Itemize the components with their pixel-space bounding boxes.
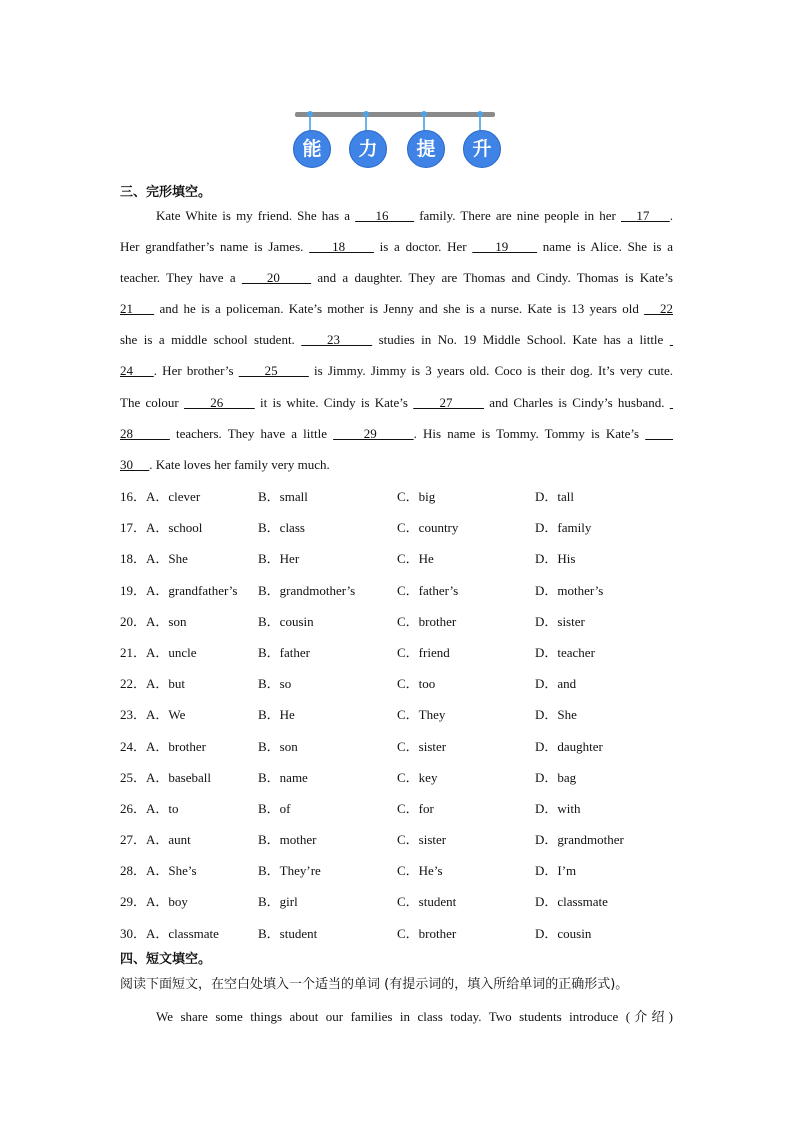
option-a [120, 922, 219, 946]
answer-blank: 25 [238, 363, 309, 379]
question-number: 24． [120, 738, 147, 754]
option-c: C．country [397, 520, 459, 536]
banner-char-3: 提 [407, 130, 445, 168]
option-b: B．son [258, 738, 298, 754]
option-d: D．family [535, 520, 592, 536]
option-a [120, 828, 191, 852]
section3-heading: 三、完形填空。 [120, 185, 212, 200]
answer-blank: 30 [120, 456, 150, 472]
option-c: C．for [397, 800, 434, 816]
option-a [120, 641, 197, 665]
passage-text: is a doctor. Her [373, 239, 473, 255]
banner-bar [295, 112, 495, 117]
passage-text: and Charles is Cindy’s husband. [484, 394, 670, 410]
option-text: A．classmate [146, 925, 219, 941]
option-b: B．small [258, 489, 308, 504]
question-number: 29． [120, 894, 147, 910]
option-d: D．teacher [535, 644, 595, 660]
question-row [120, 828, 680, 859]
question-number: 18． [120, 551, 147, 567]
option-b: B．of [258, 800, 291, 816]
passage-text: . His name is Tommy. Tommy is Kate’s [413, 425, 646, 441]
option-c: C．He’s [397, 863, 443, 879]
option-c: C．They [397, 707, 446, 723]
passage-text: . [669, 208, 674, 223]
option-b: B．mother [258, 832, 317, 848]
answer-blank: 28 [120, 425, 170, 441]
question-row [120, 547, 680, 578]
passage-text: and he is a policeman. Kate’s mother is Jenny and she is a nurse. Kate is 13 years old [154, 301, 645, 317]
option-c: C．father’s [397, 582, 459, 598]
option-c: C．big [397, 489, 436, 504]
passage-text: and a daughter. They are Thomas and Cindy. Thomas is Kate’s [311, 270, 673, 286]
passage-line [120, 359, 673, 390]
passage-line [120, 328, 673, 359]
option-b: B．class [258, 520, 305, 536]
option-a [120, 797, 179, 821]
option-d: D．grandmother [535, 832, 624, 848]
answer-blank [670, 332, 673, 347]
passage-line [120, 453, 673, 484]
option-b: B．Her [258, 551, 300, 567]
question-number: 25． [120, 769, 147, 785]
option-b: B．girl [258, 894, 298, 910]
answer-blank: 29 [333, 425, 414, 441]
option-text: A．uncle [146, 644, 197, 660]
passage-text: it is white. Cindy is Kate’s [254, 394, 414, 410]
question-number: 23． [120, 707, 147, 723]
answer-blank [645, 426, 673, 441]
option-text: A．She’s [146, 863, 197, 879]
option-b: B．He [258, 707, 295, 723]
question-row [120, 641, 680, 672]
option-b: B．grandmother’s [258, 582, 356, 598]
cloze-passage [120, 204, 673, 484]
option-d: D．daughter [535, 738, 603, 754]
section4-passage-line: We share some things about our families in class today. Two students introduce (介绍) [156, 1009, 673, 1024]
option-c: C．key [397, 769, 438, 785]
passage-text: studies in No. 19 Middle School. Kate has a little [372, 332, 670, 348]
question-number: 27． [120, 832, 147, 848]
answer-blank: 23 [301, 332, 373, 348]
option-d: D．His [535, 551, 576, 567]
answer-blank: 17 [621, 208, 670, 223]
option-d: D．mother’s [535, 582, 604, 598]
question-row [120, 610, 680, 641]
banner-char-2: 力 [349, 130, 387, 168]
passage-text: The colour [120, 394, 184, 410]
option-a [120, 859, 197, 883]
question-number: 20． [120, 613, 147, 629]
passage-line [120, 391, 673, 422]
option-d: D．classmate [535, 894, 608, 910]
answer-blank: 20 [241, 270, 312, 286]
option-text: A．aunt [146, 832, 191, 848]
answer-blank: 18 [309, 239, 374, 255]
option-a [120, 610, 186, 634]
option-d: D．bag [535, 769, 577, 785]
option-a [120, 672, 185, 696]
answer-blank: 26 [183, 394, 255, 410]
option-text: A．school [146, 520, 203, 536]
option-text: A．but [146, 676, 186, 692]
question-number: 30． [120, 925, 147, 941]
option-b: B．student [258, 925, 318, 941]
option-b: B．cousin [258, 613, 314, 629]
passage-text: Kate White is my friend. She has a [156, 208, 356, 223]
question-row [120, 485, 680, 516]
option-d: D．tall [535, 489, 574, 504]
option-text: A．baseball [146, 769, 211, 785]
option-text: A．to [146, 800, 179, 816]
passage-text: she is a middle school student. [120, 332, 302, 348]
option-a [120, 516, 202, 540]
option-c: C．too [397, 676, 436, 692]
question-row [120, 672, 680, 703]
answer-blank: 16 [355, 208, 415, 223]
banner-char-1: 能 [293, 130, 331, 168]
option-d: D．sister [535, 613, 585, 629]
option-b: B．name [258, 769, 308, 785]
question-row [120, 579, 680, 610]
option-text: A．son [146, 613, 187, 629]
option-d: D．I’m [535, 863, 577, 879]
passage-text: teacher. They have a [120, 270, 242, 286]
option-a [120, 485, 200, 509]
option-text: A．clever [146, 489, 201, 504]
option-c: C．brother [397, 925, 457, 941]
passage-line [120, 297, 673, 328]
option-a [120, 547, 188, 571]
option-text: A．We [146, 707, 186, 723]
question-number: 16． [120, 489, 147, 504]
option-c: C．He [397, 551, 434, 567]
answer-blank: 27 [413, 394, 485, 410]
answer-blank: 24 [120, 363, 154, 379]
option-c: C．friend [397, 644, 450, 660]
question-number: 17． [120, 520, 147, 536]
option-text: A．boy [146, 894, 188, 910]
passage-text: Her grandfather’s name is James. [120, 239, 310, 255]
question-row [120, 766, 680, 797]
section4-instruction: 阅读下面短文，在空白处填入一个适当的单词 (有提示词的，填入所给单词的正确形式)。 [120, 977, 629, 992]
answer-blank: 19 [472, 239, 538, 255]
ability-banner [292, 110, 502, 172]
option-a [120, 579, 237, 603]
option-text: A．She [146, 551, 188, 567]
passage-text: teachers. They have a little [169, 425, 334, 441]
question-options [120, 485, 680, 953]
question-row [120, 797, 680, 828]
passage-line [120, 422, 673, 453]
passage-text: . Kate loves her family very much. [149, 456, 330, 472]
question-row [120, 703, 680, 734]
question-number: 19． [120, 582, 147, 598]
question-row [120, 735, 680, 766]
passage-text: name is Alice. She is a [537, 239, 674, 255]
option-a [120, 890, 188, 914]
option-c: C．sister [397, 832, 447, 848]
question-number: 28． [120, 863, 147, 879]
answer-blank: 22 [644, 301, 674, 317]
option-text: A．brother [146, 738, 206, 754]
option-b: B．so [258, 676, 292, 692]
option-d: D．She [535, 707, 577, 723]
passage-text: family. There are nine people in her [414, 208, 621, 223]
option-c: C．brother [397, 613, 457, 629]
question-row [120, 516, 680, 547]
question-number: 22． [120, 676, 147, 692]
option-c: C．sister [397, 738, 447, 754]
passage-line [120, 266, 673, 297]
option-a [120, 703, 185, 727]
question-row [120, 890, 680, 921]
option-d: D．cousin [535, 925, 592, 941]
passage-text: is Jimmy. Jimmy is 3 years old. Coco is their dog. It’s very cute. [308, 363, 674, 379]
option-a [120, 735, 206, 759]
option-b: B．They’re [258, 863, 321, 879]
passage-line [120, 204, 673, 235]
option-c: C．student [397, 894, 457, 910]
option-text: A．grandfather’s [146, 582, 238, 598]
answer-blank: 21 [120, 301, 155, 317]
option-a [120, 766, 211, 790]
question-number: 26． [120, 800, 147, 816]
banner-char-4: 升 [463, 130, 501, 168]
option-b: B．father [258, 644, 310, 660]
question-number: 21． [120, 644, 147, 660]
passage-line [120, 235, 673, 266]
answer-blank [670, 395, 673, 410]
section4-heading: 四、短文填空。 [120, 952, 212, 967]
option-d: D．and [535, 676, 577, 692]
passage-text: . Her brother’s [153, 363, 239, 379]
option-d: D．with [535, 800, 581, 816]
question-row [120, 859, 680, 890]
